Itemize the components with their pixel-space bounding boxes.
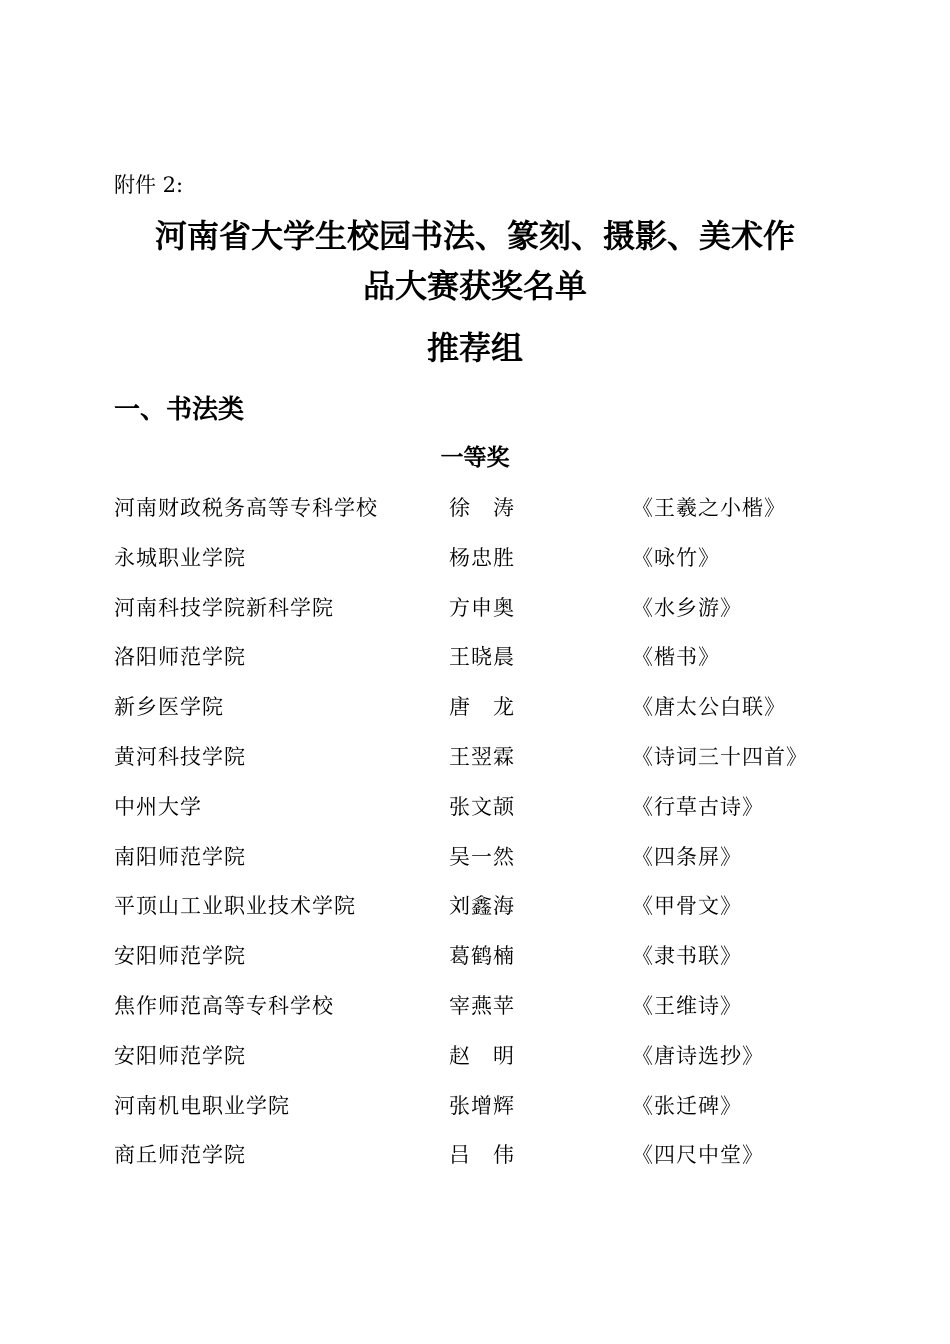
winner-row (114, 890, 834, 940)
winner-school: 洛阳师范学院 (114, 645, 246, 670)
winner-work: 《咏竹》 (632, 545, 720, 570)
winner-work: 《甲骨文》 (632, 894, 742, 919)
winner-school: 中州大学 (114, 794, 202, 819)
winner-work: 《唐太公白联》 (632, 695, 786, 720)
winner-row (114, 592, 834, 642)
winner-name: 赵 明 (449, 1043, 515, 1068)
winner-row (114, 841, 834, 891)
winner-work: 《水乡游》 (632, 595, 742, 620)
winner-name: 宰燕苹 (449, 993, 515, 1018)
winner-school: 黄河科技学院 (114, 744, 246, 769)
winner-school: 河南机电职业学院 (114, 1093, 290, 1118)
winner-row (114, 1139, 834, 1189)
winner-row (114, 542, 834, 592)
winner-row (114, 940, 834, 990)
winner-school: 安阳师范学院 (114, 1043, 246, 1068)
winner-school: 安阳师范学院 (114, 944, 246, 969)
winner-school: 河南科技学院新科学院 (114, 595, 334, 620)
winner-name: 徐 涛 (449, 496, 515, 520)
winner-row (114, 641, 834, 691)
winner-work: 《张迁碑》 (632, 1093, 742, 1118)
winner-work: 《唐诗选抄》 (632, 1043, 764, 1068)
winner-name: 葛鹤楠 (449, 944, 515, 969)
winner-school: 平顶山工业职业技术学院 (114, 894, 356, 919)
winner-name: 唐 龙 (449, 695, 515, 720)
winner-name: 张文颉 (449, 794, 515, 819)
winner-work: 《四条屏》 (632, 844, 742, 869)
winner-row (114, 990, 834, 1040)
winner-school: 新乡医学院 (114, 695, 224, 720)
winner-name: 刘鑫海 (449, 894, 515, 919)
winners-list (114, 492, 834, 1189)
winner-school: 河南财政税务高等专科学校 (114, 496, 378, 520)
winner-work: 《隶书联》 (632, 944, 742, 969)
winner-name: 方申奥 (449, 595, 515, 620)
winner-row (114, 1090, 834, 1140)
section-title: 一、书法类 (114, 395, 245, 425)
winner-work: 《楷书》 (632, 645, 720, 670)
winner-name: 杨忠胜 (449, 545, 515, 570)
winner-work: 《四尺中堂》 (632, 1143, 764, 1168)
attachment-label: 附件 2: (114, 173, 184, 197)
winner-work: 《王羲之小楷》 (632, 496, 786, 520)
winner-school: 商丘师范学院 (114, 1143, 246, 1168)
document-title-line-1: 河南省大学生校园书法、篆刻、摄影、美术作 (154, 217, 795, 255)
winner-name: 吴一然 (449, 844, 515, 869)
winner-row (114, 791, 834, 841)
winner-row (114, 1040, 834, 1090)
winner-work: 《行草古诗》 (632, 794, 764, 819)
winner-row (114, 691, 834, 741)
document-title-line-2: 品大赛获奖名单 (362, 267, 587, 305)
winner-work: 《王维诗》 (632, 993, 742, 1018)
winner-school: 焦作师范高等专科学校 (114, 993, 334, 1018)
winner-name: 王翌霖 (449, 744, 515, 769)
winner-row (114, 741, 834, 791)
winner-row (114, 492, 834, 542)
winner-name: 王晓晨 (449, 645, 515, 670)
winner-school: 南阳师范学院 (114, 844, 246, 869)
winner-school: 永城职业学院 (114, 545, 246, 570)
winner-name: 张增辉 (449, 1093, 515, 1118)
award-level-heading: 一等奖 (440, 445, 510, 471)
winner-name: 吕 伟 (449, 1143, 515, 1168)
group-title: 推荐组 (426, 329, 523, 367)
winner-work: 《诗词三十四首》 (632, 744, 808, 769)
